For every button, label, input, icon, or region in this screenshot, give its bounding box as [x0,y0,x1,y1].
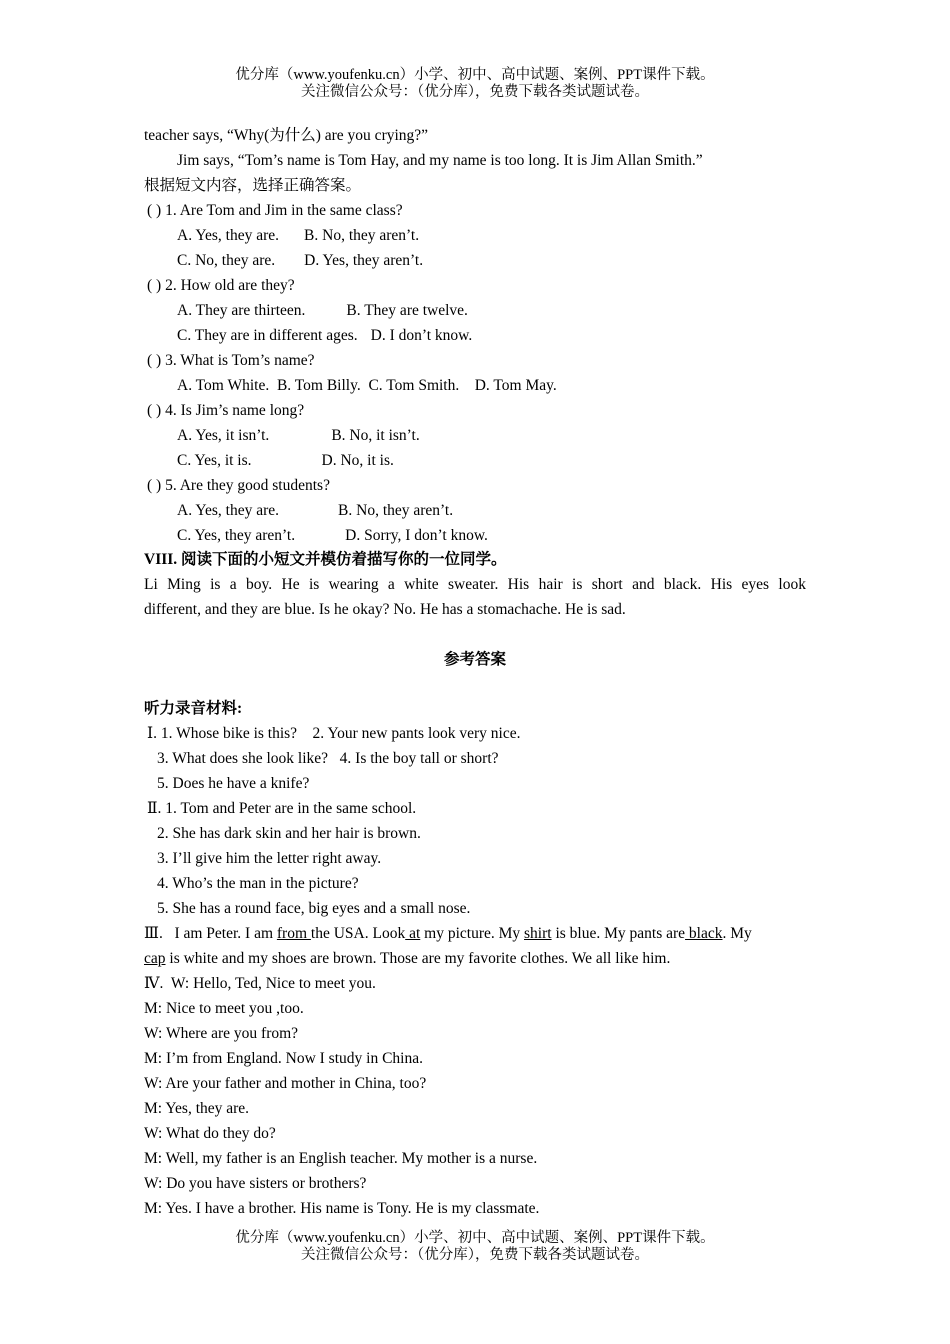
part3-text: . My [722,925,752,942]
q5-option-b: B. No, they aren’t. [338,502,454,519]
part1-line-2: 3. What does she look like? 4. Is the boy tall or short? [157,750,499,767]
page-footer [0,1230,950,1264]
part3-underlined: black [685,925,723,942]
dialogue-line-9: W: Do you have sisters or brothers? [144,1175,367,1192]
q2-option-a: A. They are thirteen. [177,302,306,319]
part2-line-5: 5. She has a round face, big eyes and a small nose. [157,900,471,917]
section-8-title: VIII. 阅读下面的小短文并模仿着描写你的一位同学。 [144,551,507,568]
question-4: ( ) 4. Is Jim’s name long? [147,402,305,419]
dialogue-line-7: W: What do they do? [144,1125,276,1142]
dialogue-line-1: Ⅳ. W: Hello, Ted, Nice to meet you. [144,975,376,992]
header-line-2: 关注微信公众号：（优分库），免费下载各类试题试卷。 [301,84,649,100]
q4-option-d: D. No, it is. [321,452,394,469]
footer-line-2: 关注微信公众号：（优分库），免费下载各类试题试卷。 [301,1247,649,1263]
part3-text: my picture. My [420,925,525,942]
dialogue-line-10: M: Yes. I have a brother. His name is Tony. He is my classmate. [144,1200,540,1217]
q1-option-d: D. Yes, they aren’t. [304,252,424,269]
story-line-1: teacher says, “Why(为什么) are you crying?” [144,127,429,144]
part2-line-1: Ⅱ. 1. Tom and Peter are in the same school. [147,800,417,817]
q2-options-ab [177,301,468,321]
q5-option-a: A. Yes, they are. [177,502,280,519]
q4-option-c: C. Yes, it is. [177,452,252,469]
part3-underlined: cap [144,950,166,967]
header-line-1: 优分库（www.youfenku.cn）小学、初中、高中试题、案例、PPT课件下载。 [235,67,715,83]
q4-option-a: A. Yes, it isn’t. [177,427,270,444]
dialogue-line-4: M: I’m from England. Now I study in China. [144,1050,423,1067]
section-8-line-2: different, and they are blue. Is he okay? No. He has a stomachache. He is sad. [144,601,626,618]
q4-options-ab [177,426,420,446]
dialogue-line-5: W: Are your father and mother in China, too? [144,1075,427,1092]
story-line-2: Jim says, “Tom’s name is Tom Hay, and my name is too long. It is Jim Allan Smith.” [177,152,703,169]
answers-title: 参考答案 [443,651,506,668]
part1-line-3: 5. Does he have a knife? [157,775,310,792]
q4-options-cd [177,451,394,471]
q1-option-b: B. No, they aren’t. [304,227,420,244]
part2-line-4: 4. Who’s the man in the picture? [157,875,359,892]
dialogue-line-8: M: Well, my father is an English teacher. My mother is a nurse. [144,1150,538,1167]
q4-option-b: B. No, it isn’t. [331,427,420,444]
part2-line-3: 3. I’ll give him the letter right away. [157,850,382,867]
part3-text: is blue. My pants are [551,925,686,942]
part3-underlined: at [405,925,421,942]
dialogue-line-6: M: Yes, they are. [144,1100,250,1117]
section-8-line-1: Li Ming is a boy. He is wearing a white sweater. His hair is short and black. His eyes look [144,576,806,593]
q1-options-ab [177,226,419,246]
part3-text: the USA. Look [310,925,406,942]
q5-option-d: D. Sorry, I don’t know. [345,527,488,544]
instruction: 根据短文内容，选择正确答案。 [144,177,362,194]
page-header [0,67,950,101]
q3-options: A. Tom White. B. Tom Billy. C. Tom Smith. D. Tom May. [177,377,557,394]
q2-option-c: C. They are in different ages. [177,327,358,344]
part3-text: Ⅲ. I am Peter. I am [144,925,277,942]
dialogue-line-2: M: Nice to meet you ,too. [144,1000,304,1017]
q1-options-cd [177,251,423,271]
part3-line-1 [144,924,752,944]
q2-option-b: B. They are twelve. [346,302,468,319]
part3-text: is white and my shoes are brown. Those are my favorite clothes. We all like him. [165,950,671,967]
part1-line-1: Ⅰ. 1. Whose bike is this? 2. Your new pants look very nice. [147,725,521,742]
q5-options-cd [177,526,488,546]
question-5: ( ) 5. Are they good students? [147,477,330,494]
question-2: ( ) 2. How old are they? [147,277,295,294]
q2-options-cd [177,326,472,346]
dialogue-line-3: W: Where are you from? [144,1025,299,1042]
part3-line-2 [144,949,670,969]
q5-options-ab [177,501,453,521]
listening-title: 听力录音材料: [144,700,243,717]
q5-option-c: C. Yes, they aren’t. [177,527,296,544]
q1-option-a: A. Yes, they are. [177,227,280,244]
part2-line-2: 2. She has dark skin and her hair is brown. [157,825,421,842]
question-3: ( ) 3. What is Tom’s name? [147,352,315,369]
q1-option-c: C. No, they are. [177,252,276,269]
q2-option-d: D. I don’t know. [370,327,473,344]
part3-underlined: shirt [524,925,552,942]
footer-line-1: 优分库（www.youfenku.cn）小学、初中、高中试题、案例、PPT课件下载。 [235,1230,715,1246]
part3-underlined: from [276,925,311,942]
question-1: ( ) 1. Are Tom and Jim in the same class? [147,202,403,219]
